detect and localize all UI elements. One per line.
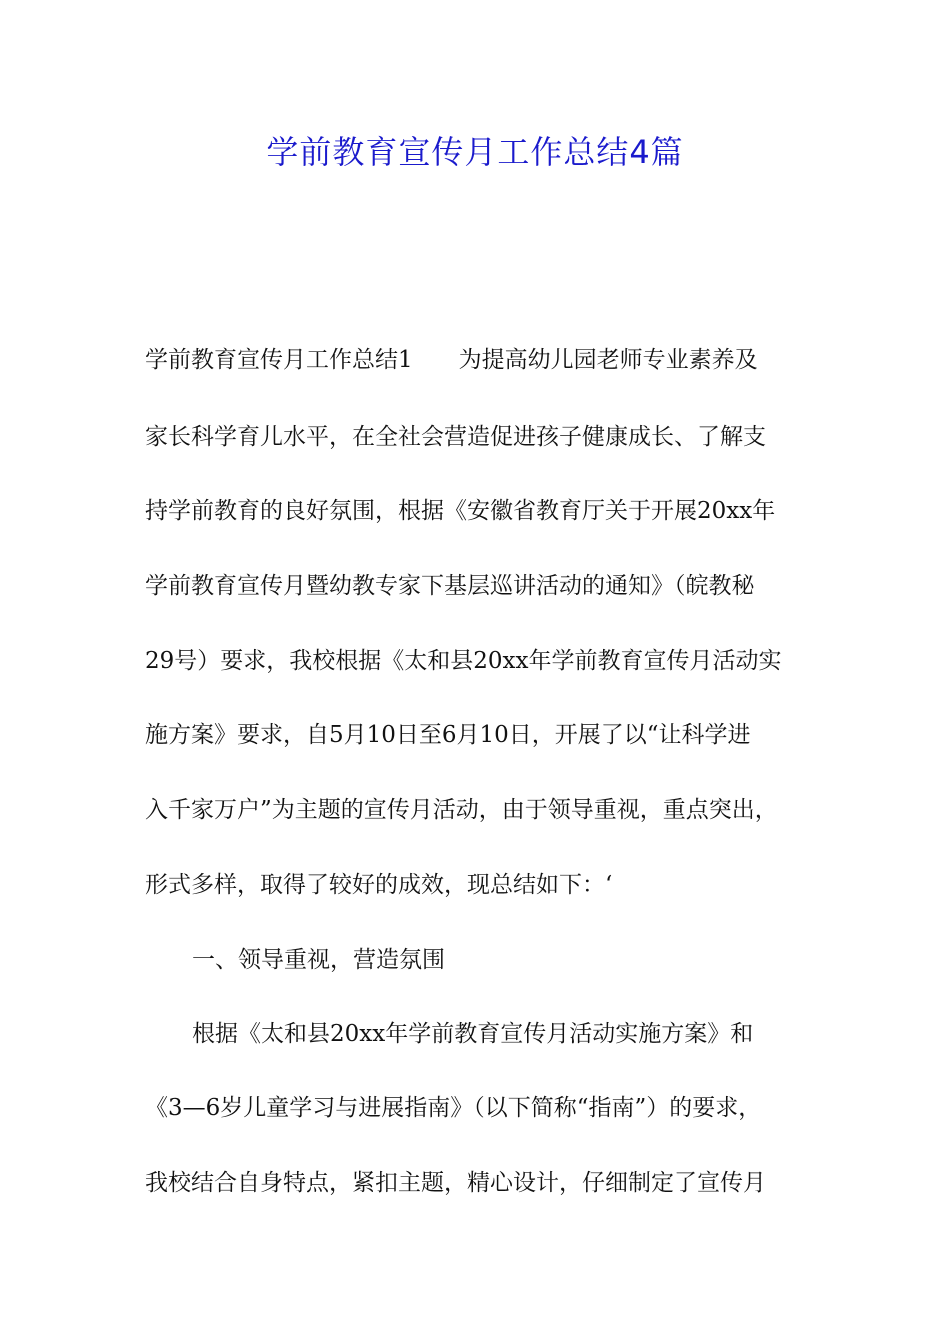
section-heading: 一、领导重视，营造氛围 (192, 947, 445, 973)
paragraph-line: 持学前教育的良好氛围，根据《安徽省教育厅关于开展20xx年 (145, 498, 776, 524)
paragraph-line: 根据《太和县20xx年学前教育宣传月活动实施方案》和 (192, 1021, 754, 1047)
paragraph-line: 我校结合自身特点，紧扣主题，精心设计，仔细制定了宣传月 (145, 1170, 766, 1196)
paragraph-line: 学前教育宣传月工作总结1 为提高幼儿园老师专业素养及 (145, 347, 758, 373)
paragraph-line: 29号）要求，我校根据《太和县20xx年学前教育宣传月活动实 (145, 648, 782, 674)
paragraph-line: 施方案》要求，自5月10日至6月10日，开展了以“让科学进 (145, 722, 751, 748)
paragraph-line: 《3—6岁儿童学习与进展指南》（以下简称“指南”）的要求， (145, 1095, 762, 1121)
paragraph-line: 形式多样，取得了较好的成效，现总结如下：‘ (145, 872, 613, 898)
paragraph-line: 入千家万户”为主题的宣传月活动，由于领导重视，重点突出， (145, 797, 778, 823)
paragraph-line: 家长科学育儿水平，在全社会营造促进孩子健康成长、了解支 (145, 424, 766, 450)
paragraph-line: 学前教育宣传月暨幼教专家下基层巡讲活动的通知》（皖教秘 (145, 573, 755, 599)
document-title: 学前教育宣传月工作总结4篇 (266, 133, 684, 171)
